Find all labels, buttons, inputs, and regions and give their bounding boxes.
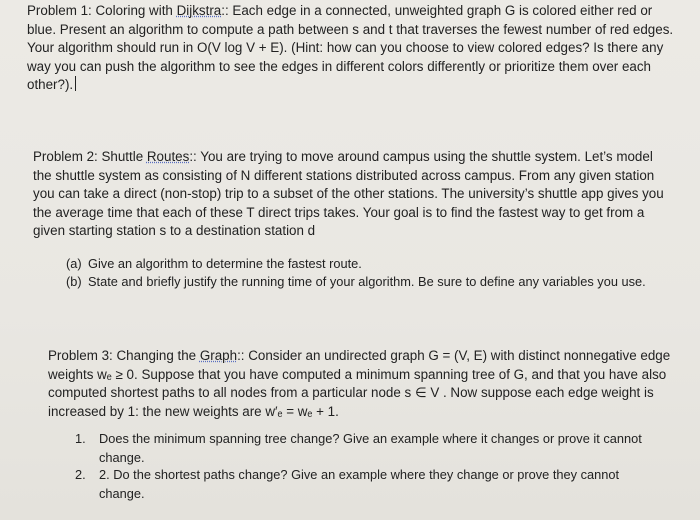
problem-2-item-a [66, 255, 362, 274]
problem-3-head: Problem 3: Changing the [48, 348, 200, 363]
item-text: Give an algorithm to determine the fastest route. [88, 256, 362, 271]
problem-2-item-b [66, 273, 648, 292]
item-marker: (a) [66, 256, 82, 271]
problem-3-body: :: Consider an undirected graph G = (V, E) with distinct nonnegative edge weights wₑ ≥ 0. Suppose that you have computed a minimum spanning tree of G, and that you have also computed shortest paths to all nodes from a particular node s ∈ V . Now suppose each edge weight is increased by 1: the new weights are w′ₑ = wₑ + 1. [48, 348, 671, 419]
text-cursor [75, 76, 76, 91]
problem-2-body: :: You are trying to move around campus using the shuttle system. Let’s model the shuttle system as consisting of N different stations distributed across campus. From any given station you can take a direct (non-stop) trip to a subset of the other stations. The university’s shuttle app gives you the average time that each of these T direct trips takes. Your goal is to find the fastest way to get from a given starting station s to a destination station d [33, 149, 664, 239]
problem-1-body: :: Each edge in a connected, unweighted graph G is colored either red or blue. Present an algorithm to compute a path between s and t that traverses the fewest number of red edges. Your algorithm should run in O(V log V + E). (Hint: how can you choose to view colored edges? Is there any way you can push the algorithm to see the edges in different colors differently or prioritize them over each other?). [27, 3, 674, 93]
item-marker: 2. [75, 467, 86, 482]
problem-3-item-1 [75, 430, 669, 467]
problem-1-text [27, 2, 677, 95]
problem-3-text [48, 347, 673, 421]
problem-3-item-2 [75, 466, 659, 503]
item-text: State and briefly justify the running time of your algorithm. Be sure to define any variables you use. [88, 274, 646, 289]
item-marker: 1. [75, 431, 86, 446]
problem-1-head: Problem 1: Coloring with [27, 3, 177, 18]
item-text: 2. Do the shortest paths change? Give an example where they change or prove they cannot change. [99, 467, 620, 501]
problem-1-head-link: Dijkstra [176, 3, 222, 18]
problem-3-head-link: Graph [199, 348, 238, 363]
problem-2-head: Problem 2: Shuttle [33, 149, 147, 164]
problem-2-head-link: Routes [146, 149, 190, 164]
problem-2-text [33, 148, 673, 241]
item-text: Does the minimum spanning tree change? Give an example where it changes or prove it cannot change. [99, 431, 642, 465]
item-marker: (b) [66, 274, 82, 289]
